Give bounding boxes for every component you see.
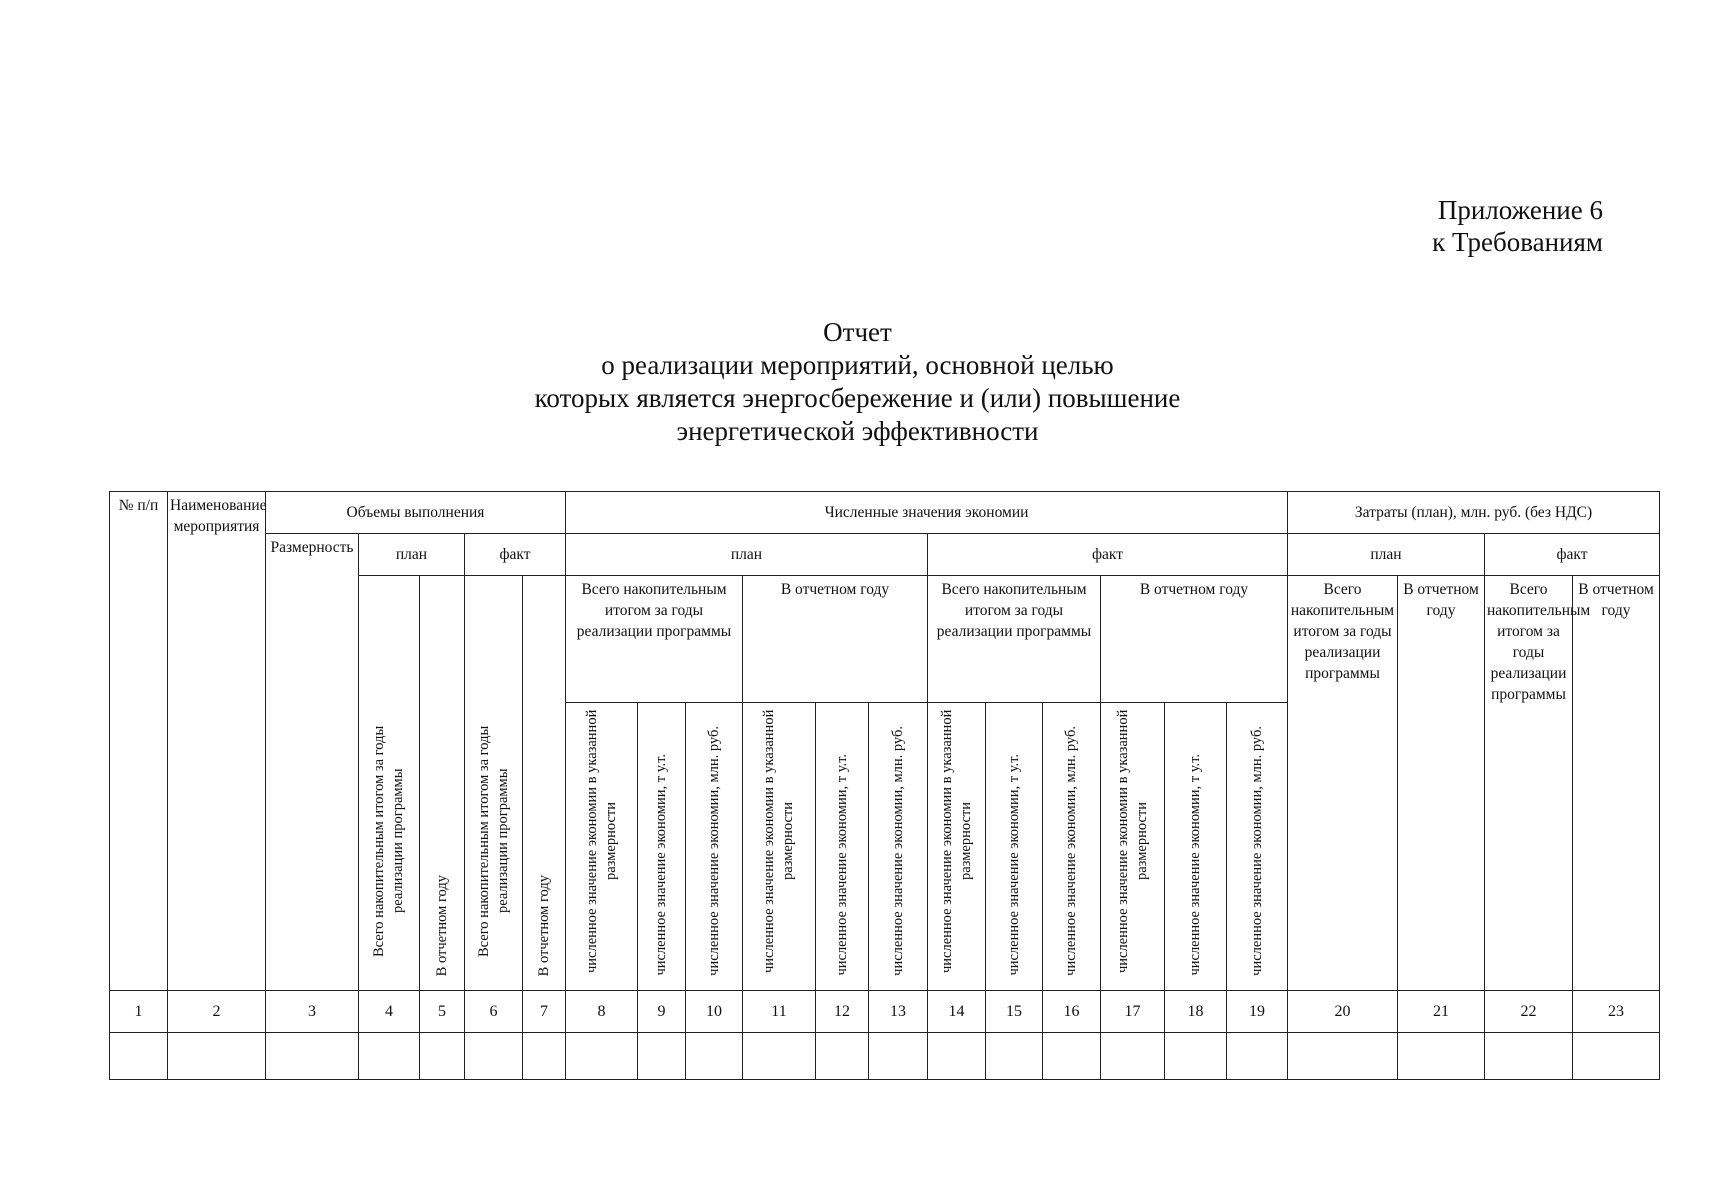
- header-row-1: [110, 492, 1660, 534]
- data-cell: [743, 1033, 816, 1080]
- data-cell: [638, 1033, 686, 1080]
- cost-plan-total: Всего накопительным итогом за годы реализации программы: [1288, 576, 1398, 991]
- data-cell: [465, 1033, 523, 1080]
- data-cell: [1101, 1033, 1165, 1080]
- cost-fact-year: В отчетном году: [1573, 576, 1660, 991]
- column-number: 11: [743, 991, 816, 1033]
- sav-fact-year-rub: численное значение экономии, млн. руб.: [1227, 703, 1288, 991]
- data-cell: [1485, 1033, 1573, 1080]
- cost-fact-total: Всего накопительным итогом за годы реализации программы: [1485, 576, 1573, 991]
- sav-fact-total-tut: численное значение экономии, т у.т.: [986, 703, 1043, 991]
- header-name: Наименование мероприятия: [168, 492, 266, 991]
- sav-fact-total-rub: численное значение экономии, млн. руб.: [1043, 703, 1101, 991]
- vol-plan-total: Всего накопительным итогом за годы реализации программы: [359, 576, 420, 991]
- header-costs-plan: план: [1288, 534, 1485, 576]
- appendix-label: [1432, 194, 1603, 258]
- column-number: 23: [1573, 991, 1660, 1033]
- sav-plan-year-tut: численное значение экономии, т у.т.: [816, 703, 869, 991]
- appendix-line-1: Приложение 6: [1437, 195, 1603, 225]
- column-number: 4: [359, 991, 420, 1033]
- data-cell: [686, 1033, 743, 1080]
- column-number: 8: [566, 991, 638, 1033]
- sav-fact-year-dim: численное значение экономии в указанной размерности: [1101, 703, 1165, 991]
- column-number: 6: [465, 991, 523, 1033]
- report-table: [109, 491, 1660, 1080]
- data-cell: [1227, 1033, 1288, 1080]
- column-number: 9: [638, 991, 686, 1033]
- cost-plan-year: В отчетном году: [1398, 576, 1485, 991]
- column-number: 15: [986, 991, 1043, 1033]
- data-cell: [928, 1033, 986, 1080]
- empty-data-row: [110, 1033, 1660, 1080]
- appendix-line-2: к Требованиям: [1432, 227, 1603, 257]
- title-line-1: Отчет: [823, 317, 892, 347]
- title-line-2: о реализации мероприятий, основной целью: [601, 350, 1114, 380]
- header-costs: Затраты (план), млн. руб. (без НДС): [1288, 492, 1660, 534]
- report-title: [0, 316, 1715, 448]
- vol-plan-year: В отчетном году: [420, 576, 465, 991]
- column-number: 7: [523, 991, 566, 1033]
- column-number: 3: [266, 991, 359, 1033]
- header-volumes-fact: факт: [465, 534, 566, 576]
- sav-plan-total-tut: численное значение экономии, т у.т.: [638, 703, 686, 991]
- header-savings: Численные значения экономии: [566, 492, 1288, 534]
- sav-fact-year: В отчетном году: [1101, 576, 1288, 703]
- column-number: 20: [1288, 991, 1398, 1033]
- data-cell: [266, 1033, 359, 1080]
- header-volumes: Объемы выполнения: [266, 492, 566, 534]
- data-cell: [566, 1033, 638, 1080]
- header-costs-fact: факт: [1485, 534, 1660, 576]
- sav-fact-year-tut: численное значение экономии, т у.т.: [1165, 703, 1227, 991]
- sav-plan-total-dim: численное значение экономии в указанной размерности: [566, 703, 638, 991]
- sav-plan-year: В отчетном году: [743, 576, 928, 703]
- data-cell: [869, 1033, 928, 1080]
- column-number: 19: [1227, 991, 1288, 1033]
- data-cell: [168, 1033, 266, 1080]
- column-number: 2: [168, 991, 266, 1033]
- sav-fact-total: Всего накопительным итогом за годы реализации программы: [928, 576, 1101, 703]
- column-number: 16: [1043, 991, 1101, 1033]
- data-cell: [1165, 1033, 1227, 1080]
- vol-fact-total: Всего накопительным итогом за годы реализации программы: [465, 576, 523, 991]
- vol-fact-year: В отчетном году: [523, 576, 566, 991]
- data-cell: [1043, 1033, 1101, 1080]
- data-cell: [1573, 1033, 1660, 1080]
- column-number: 5: [420, 991, 465, 1033]
- data-cell: [816, 1033, 869, 1080]
- header-savings-plan: план: [566, 534, 928, 576]
- column-number: 21: [1398, 991, 1485, 1033]
- column-number: 10: [686, 991, 743, 1033]
- header-savings-fact: факт: [928, 534, 1288, 576]
- data-cell: [986, 1033, 1043, 1080]
- header-dimension: Размерность: [266, 534, 359, 991]
- data-cell: [1398, 1033, 1485, 1080]
- sav-plan-year-rub: численное значение экономии, млн. руб.: [869, 703, 928, 991]
- data-cell: [523, 1033, 566, 1080]
- sav-plan-total-rub: численное значение экономии, млн. руб.: [686, 703, 743, 991]
- column-number: 22: [1485, 991, 1573, 1033]
- column-number: 1: [110, 991, 168, 1033]
- column-number-row: [110, 991, 1660, 1033]
- column-number: 12: [816, 991, 869, 1033]
- header-volumes-plan: план: [359, 534, 465, 576]
- data-cell: [420, 1033, 465, 1080]
- title-line-4: энергетической эффективности: [676, 416, 1039, 446]
- column-number: 18: [1165, 991, 1227, 1033]
- sav-fact-total-dim: численное значение экономии в указанной размерности: [928, 703, 986, 991]
- data-cell: [359, 1033, 420, 1080]
- sav-plan-year-dim: численное значение экономии в указанной размерности: [743, 703, 816, 991]
- column-number: 13: [869, 991, 928, 1033]
- column-number: 14: [928, 991, 986, 1033]
- data-cell: [1288, 1033, 1398, 1080]
- header-num: № п/п: [110, 492, 168, 991]
- sav-plan-total: Всего накопительным итогом за годы реализации программы: [566, 576, 743, 703]
- column-number: 17: [1101, 991, 1165, 1033]
- title-line-3: которых является энергосбережение и (или) повышение: [534, 383, 1181, 413]
- header-row-2: [110, 534, 1660, 576]
- data-cell: [110, 1033, 168, 1080]
